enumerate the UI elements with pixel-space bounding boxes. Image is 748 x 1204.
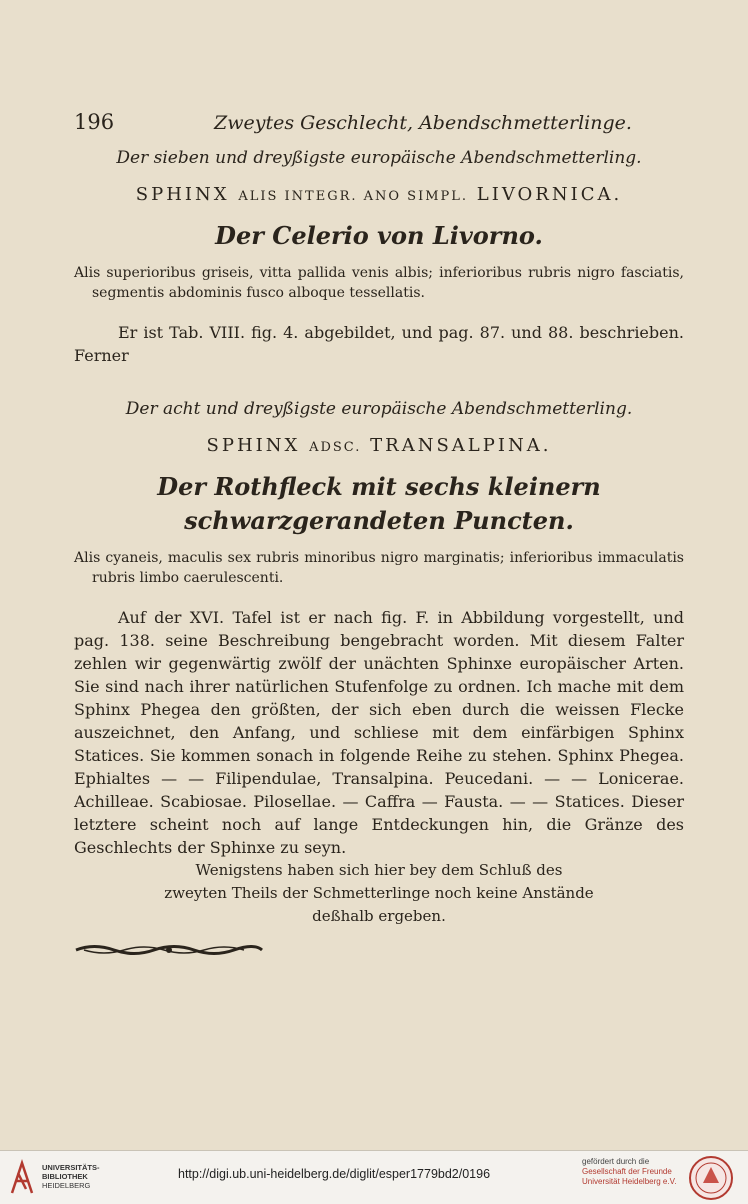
section2-diagnosis: Alis cyaneis, maculis sex rubris minoribus nigro marginatis; inferioribus immaculatis rubris limbo caerulescenti. [74,550,684,586]
university-seal-icon [688,1155,734,1201]
section1-diagnosis: Alis superioribus griseis, vitta pallida venis albis; inferioribus rubris nigro fasciatis, segmentis abdominis fusco alboque tessellatis. [74,265,684,301]
sponsor-line-2: Gesellschaft der Freunde [582,1167,672,1176]
university-library-logo-icon[interactable] [8,1159,36,1197]
closing-line-3: deßhalb ergeben. [312,907,446,925]
ornament-divider [74,942,264,958]
section1-latin-heading [74,184,684,205]
section1-latin-group: ALIS INTEGR. ANO SIMPL. [238,189,469,204]
section1-latin-species: LIVORNICA. [476,184,623,205]
section2-latin-heading [74,435,684,456]
library-line-3: HEIDELBERG [42,1181,91,1190]
running-head: Zweytes Geschlecht, Abendschmetterlinge. [214,112,632,134]
page-number: 196 [74,110,115,134]
permalink-url[interactable]: http://digi.ub.uni-heidelberg.de/diglit/esper1779bd2/0196 [178,1167,491,1181]
closing-line-2: zweyten Theils der Schmetterlinge noch keine Anstände [164,884,594,902]
page-content [74,110,684,962]
section1-german-heading: Der sieben und dreyßigste europäische Abendschmetterling. [116,148,642,168]
sponsor-line-3: Universität Heidelberg e.V. [582,1177,677,1186]
closing-line-1: Wenigstens haben sich hier bey dem Schluß des [195,861,563,879]
section2-german-heading: Der acht und dreyßigste europäische Abendschmetterling. [125,399,633,419]
section2-common-name: Der Rothfleck mit sechs kleinern schwarzgerandeten Puncten. [157,472,601,535]
library-line-1: UNIVERSITÄTS- [42,1163,100,1172]
library-line-2: BIBLIOTHEK [42,1172,88,1181]
section2-latin-genus: SPHINX [206,435,301,456]
page-header [74,110,684,144]
section1-latin-genus: SPHINX [135,184,230,205]
section2-latin-group: ADSC. [309,440,362,455]
section2-text: Auf der XVI. Tafel ist er nach fig. F. in Abbildung vorgestellt, und pag. 138. seine Beschreibung bengebracht worden. Mit diesem Falter zehlen wir gegenwärtig zwölf der unächten Sphinxe europäischer Arten. Sie sind nach ihrer natürlichen Stufenfolge zu ordnen. Ich mache mit dem Sphinx Phegea den größten, der sich eben durch die weissen Flecke auszeichnet, den Anfang, und schliese mit dem einfärbigen Sphinx Statices. Sie kommen sonach in folgende Reihe zu stehen. Sphinx Phegea. Ephialtes — — Filipendulae, Transalpina. Peucedani. — — Lonicerae. Achilleae. Scabiosae. Pilosellae. — Caffra — Fausta. — — Statices. Dieser letztere scheint noch auf lange Entdeckungen hin, die Gränze des Geschlechts der Sphinxe zu seyn. [74,608,684,857]
section1-text: Er ist Tab. VIII. fig. 4. abgebildet, und pag. 87. und 88. beschrieben. Ferner [74,323,684,365]
section1-common-name: Der Celerio von Livorno. [215,221,543,250]
university-library-name [42,1163,100,1190]
sponsor-line-1: gefördert durch die [582,1157,650,1166]
sponsor-note [582,1157,676,1187]
section2-latin-species: TRANSALPINA. [370,435,552,456]
digitization-footer [0,1150,748,1204]
